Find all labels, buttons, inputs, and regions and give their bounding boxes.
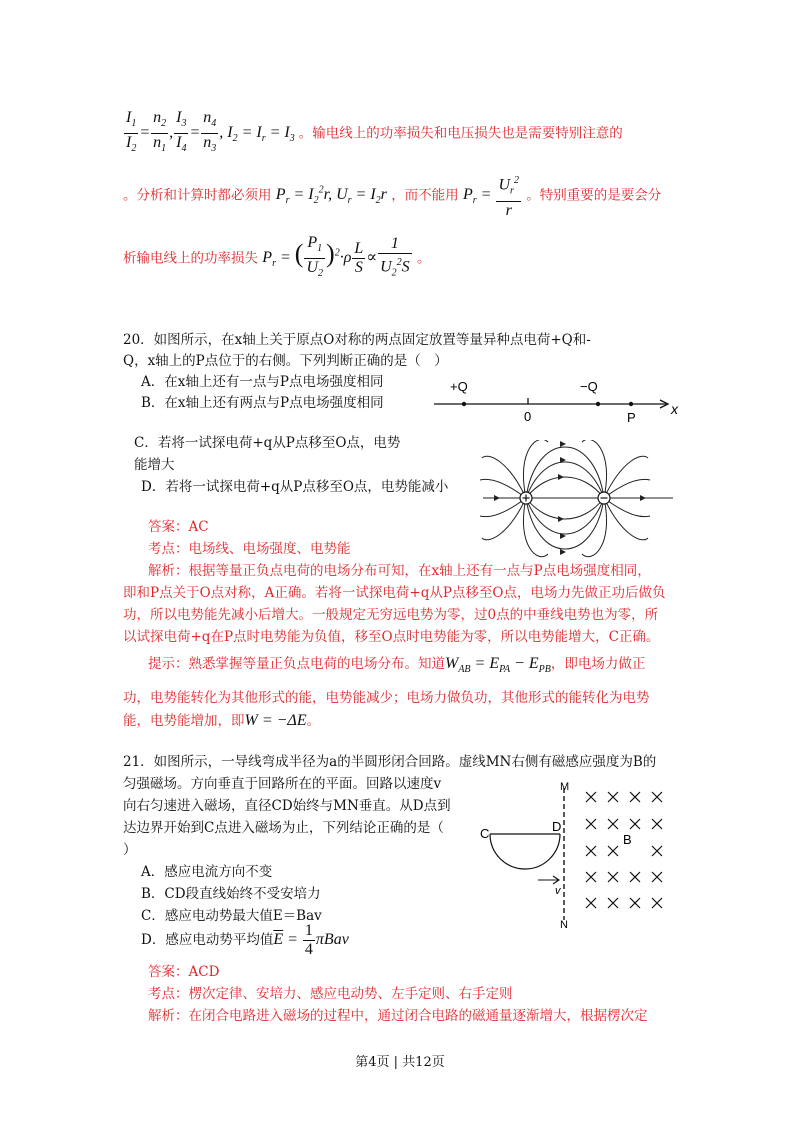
q21-stem-5: ）: [123, 842, 137, 858]
formula-line-1-text: 。输电线上的功率损失和电压损失也是需要特别注意的: [298, 125, 623, 142]
b-label: B: [623, 832, 632, 847]
page-footer: 第4页 | 共12页: [355, 1055, 445, 1070]
q20-option-a: A．在x轴上还有一点与P点电场强度相同: [141, 374, 384, 390]
formula-line-2-c: 。特别重要的是要会分: [526, 187, 662, 204]
q21-stem-3: 向右匀速进入磁场，直径CD始终与MN垂直。从D点到: [123, 798, 451, 814]
q20-tip-3b: 。: [306, 713, 321, 729]
formula-line-3-end: 。: [416, 250, 431, 267]
m-label: M: [560, 781, 570, 793]
q20-analysis-4: 以试探电荷+q在P点时电势能为负值，移至O点时电势能为零，所以电势能增大，C正确。: [123, 629, 660, 645]
q20-option-c-1: C．若将一试探电荷+q从P点移至O点，电势: [134, 435, 401, 451]
dipole-field-figure: [478, 440, 678, 562]
average-emf-formula: $\overline{E}$ = $\frac{1}{4}$ πBav: [273, 922, 349, 958]
q20-analysis-3: 功，所以电势能先减小后增大。一般规定无穷远电势为零，过0点的中垂线电势也为零，所: [123, 607, 659, 623]
q20-answer: 答案：AC: [148, 519, 209, 535]
q20-tip-1: [148, 654, 645, 679]
q20-analysis-2: 即和P点关于O点对称，A正确。若将一试探电荷+q从P点移至O点，电场力先做正功后做负: [123, 585, 666, 601]
magnetic-field-figure: [478, 780, 678, 930]
work-formula: $W_{AB} = E_{PA} - E_{PB}$: [445, 655, 551, 676]
q20-tip-1b: ，即电场力做正: [550, 656, 646, 672]
formula-line-3-a: 析输电线上的功率损失: [123, 250, 258, 267]
formula-line-2: [123, 172, 661, 218]
minus-q-label: −Q: [580, 379, 598, 394]
loss-formula: $P_r = I_2^2r$, $U_r = I_2r$: [275, 185, 387, 207]
field-crosses: [586, 792, 662, 908]
q20-option-d: D．若将一试探电荷+q从P点移至O点，电势能减小: [141, 479, 449, 495]
origin-label: 0: [524, 409, 532, 424]
q21-stem-1: 21．如图所示，一导线弯成半径为a的半圆形闭合回路。虚线MN右侧有磁感应强度为B的: [123, 754, 657, 770]
n-label: N: [560, 919, 568, 930]
power-loss-formula: $P_r$ = ( $\frac{P_1}{U_2}$ )$^2$·ρ $\frac{L}{S}$ ∝ $\frac{1}{U_2^2S}$: [262, 234, 410, 280]
wrong-formula: $P_r$ = $\frac{U_r^2}{r}$: [463, 186, 522, 203]
q21-option-a: A．感应电流方向不变: [141, 864, 273, 880]
x-axis-label: x: [671, 401, 678, 417]
q20-tip-3: [123, 711, 320, 731]
formula-line-2-a: 。分析和计算时都必须用: [123, 187, 272, 204]
d-label: D: [552, 819, 562, 834]
q21-stem-4: 达边界开始到C点进入磁场为止，下列结论正确的是（: [123, 820, 444, 836]
q20-stem-1: 20．如图所示，在x轴上关于原点O对称的两点固定放置等量异种点电荷+Q和-: [123, 332, 591, 348]
q21-answer: 答案：ACD: [148, 964, 220, 980]
q21-analysis-1: 解析：在闭合电路进入磁场的过程中，通过闭合电路的磁通量逐渐增大，根据楞次定: [148, 1008, 648, 1024]
q21-option-b: B．CD段直线始终不受安培力: [141, 886, 321, 902]
energy-formula: W = −ΔE: [244, 712, 307, 729]
q21-option-d-text: D．感应电动势平均值: [141, 932, 274, 949]
v-label: v: [555, 885, 561, 897]
q20-stem-2: Q，x轴上的P点位于的右侧。下列判断正确的是（ ）: [123, 353, 448, 369]
q21-option-c: C．感应电动势最大值E＝Bav: [141, 908, 322, 924]
formula-line-2-b: ，而不能用: [391, 187, 459, 204]
plus-q-label: +Q: [450, 379, 468, 394]
q20-analysis-1: 解析：根据等量正负点电荷的电场分布可知，在x轴上还有一点与P点电场强度相同，: [148, 563, 651, 579]
formula-line-3: [123, 234, 430, 284]
q21-stem-2: 匀强磁场。方向垂直于回路所在的平面。回路以速度v: [123, 776, 442, 792]
q20-tip-3a: 能，电势能增加，即: [123, 713, 245, 729]
q20-tip-1a: 提示：熟悉掌握等量正负点电荷的电场分布。知道: [148, 656, 445, 672]
q21-points: 考点：楞次定律、安培力、感应电动势、左手定则、右手定则: [148, 986, 513, 1002]
q20-tip-2: 功，电势能转化为其他形式的能，电势能减少；电场力做负功，其他形式的能转化为电势: [123, 690, 650, 706]
q20-points: 考点：电场线、电场强度、电势能: [148, 541, 351, 557]
q20-option-c-2: 能增大: [134, 457, 175, 473]
q20-option-b: B．在x轴上还有两点与P点电场强度相同: [141, 395, 384, 411]
formula-line-1: [123, 109, 623, 155]
p-label: P: [627, 410, 636, 424]
q21-option-d: [141, 922, 349, 958]
ratio-formulas: $\frac{I_1}{I_2}$ = $\frac{n_2}{n_1}$ , $\frac{I_3}{I_4}$ = $\frac{n_4}{n_3}$ , $I_2 = I_r = I_3$: [126, 109, 295, 155]
c-label: C: [480, 826, 490, 841]
q20-axis-figure: [428, 372, 688, 424]
